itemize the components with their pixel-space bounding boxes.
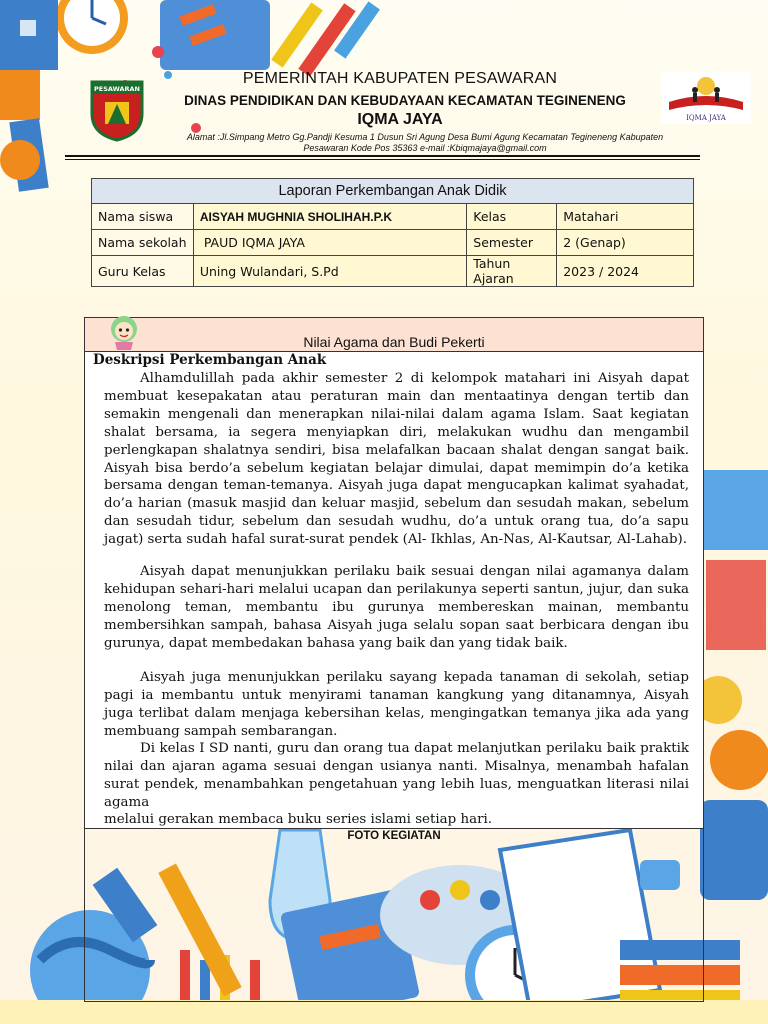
header-rule-thin	[65, 159, 700, 160]
paragraph-1: Alhamdulillah pada akhir semester 2 di kelompok matahari ini Aisyah dapat membuat kesepakatan atau peraturan main dan mentaatinya dengan tertib dan semakin mengenali dan menerapkan nilai-nilai dalam agama Islam. Saat kegiatan shalat bersama, ia segera menyiapkan diri, melakukan wudhu dan mengambil perlengkapan shalatnya sendiri, bisa melafalkan bacaan shalat dengan sangat baik. Aisyah bisa berdo’a sebelum kegiatan belajar dimulai, dapat memimpin do’a ketika bersama dengan teman-temanya. Aisyah juga dapat mengucapkan kalimat syahadat, do’a harian (masuk masjid dan keluar masjid, sebelum dan sesudah makan, sebelum dan sesudah tidur, sebelum dan sesudah wudhu, do’a untuk orang tua, do’a sapu jagat) serta sudah hafal surat-surat pendek (Al- Ikhlas, An-Nas, Al-Kautsar, Al-Lahab).	[104, 371, 689, 548]
table-title-row	[92, 179, 694, 204]
value-kelas: Matahari	[557, 204, 694, 230]
logo-left-text: PESAWARAN	[93, 85, 141, 93]
address-line-2: Pesawaran Kode Pos 35363 e-mail :Kbiqmajaya@gmail.com	[303, 143, 547, 153]
paragraph-4: Di kelas I SD nanti, guru dan orang tua dapat melanjutkan perilaku baik praktik nilai dan ajaran agama sesuai dengan usianya nanti. Misalnya, menambah hafalan surat pendek, menambahkan pengetahuan yang lebih luas, menguatkan literasi nilai agama	[104, 741, 689, 810]
value-tahun-ajaran: 2023 / 2024	[557, 256, 694, 287]
value-semester: 2 (Genap)	[557, 230, 694, 256]
header-address	[160, 132, 690, 154]
label-guru-kelas: Guru Kelas	[92, 256, 194, 287]
header-government: PEMERINTAH KABUPATEN PESAWARAN	[242, 70, 558, 87]
section-header	[85, 318, 703, 352]
header-rule-thick	[65, 155, 700, 157]
label-nama-sekolah: Nama sekolah	[92, 230, 194, 256]
logo-right-text: IQMA JAYA	[686, 114, 726, 122]
table-title: Laporan Perkembangan Anak Didik	[92, 179, 694, 204]
paragraph-2: Aisyah dapat menunjukkan perilaku baik sesuai dengan nilai agamanya dalam kehidupan sehari-hari melalui ucapan dan perilakunya seperti santun, jujur, dan suka menolong teman, membantu ibu gurunya membereskan mainan, membantu membersihkan sampah, bahasa Aisyah juga selalu sopan saat berbicara dengan ibu gurunya, dapat membedakan bahasa yang baik dan yang tidak baik.	[104, 564, 689, 651]
label-tahun-ajaran: Tahun Ajaran	[467, 256, 557, 287]
value-nama-sekolah: PAUD IQMA JAYA	[193, 230, 466, 256]
paragraph-3: Aisyah juga menunjukkan perilaku sayang kepada tanaman di sekolah, setiap pagi ia membantu untuk menyirami tanaman kangkung yang ditanamnya, Aisyah juga terlibat dalam menjaga kebersihan kelas, mengingatkan temanya jika ada yang membuang sampah sembarangan.	[104, 670, 689, 739]
label-kelas: Kelas	[467, 204, 557, 230]
description-title: Deskripsi Perkembangan Anak	[93, 352, 327, 368]
label-nama-siswa: Nama siswa	[92, 204, 194, 230]
description-area	[85, 352, 703, 829]
student-info-table	[91, 178, 694, 287]
value-guru-kelas: Uning Wulandari, S.Pd	[193, 256, 466, 287]
header-department: DINAS PENDIDIKAN DAN KEBUDAYAAN KECAMATAN TEGINENENG	[184, 93, 626, 108]
value-nama-siswa: AISYAH MUGHNIA SHOLIHAH.P.K	[193, 204, 466, 230]
photo-section-label: FOTO KEGIATAN	[347, 830, 441, 842]
table-row	[92, 204, 694, 230]
table-row	[92, 256, 694, 287]
section-title: Nilai Agama dan Budi Pekerti	[303, 334, 485, 350]
table-row	[92, 230, 694, 256]
header-school-name: IQMA JAYA	[357, 111, 443, 128]
book-children-icon	[661, 72, 751, 124]
paragraph-5: melalui gerakan membaca buku series islami setiap hari.	[104, 812, 493, 827]
iqma-jaya-logo	[661, 72, 751, 124]
address-line-1: Alamat :Jl.Simpang Metro Gg.Pandji Kesuma 1 Dusun Sri Agung Desa Bumi Agung Kecamatan Tegineneng Kabupaten	[186, 132, 664, 142]
assessment-section	[84, 317, 704, 1002]
label-semester: Semester	[467, 230, 557, 256]
